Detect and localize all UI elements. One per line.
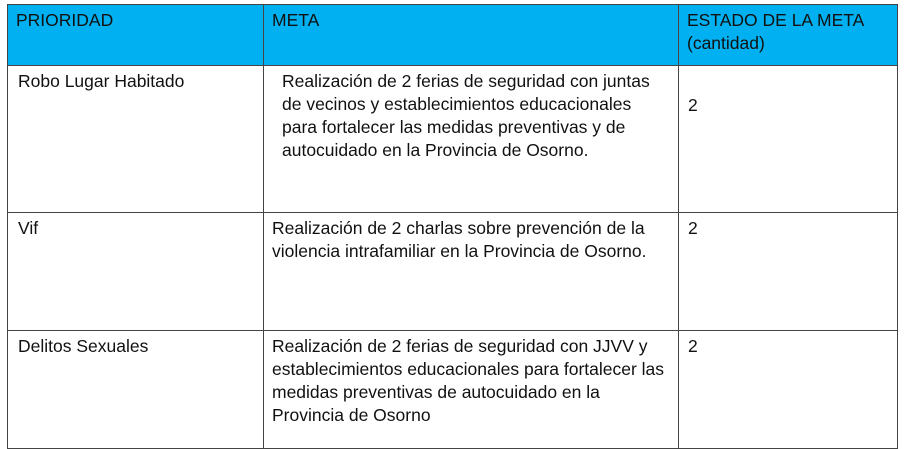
header-estado: ESTADO DE LA META (cantidad) (679, 5, 898, 66)
metas-table (7, 4, 898, 449)
header-row (8, 5, 898, 66)
estado-cell: 2 (679, 66, 898, 213)
meta-cell: Realización de 2 charlas sobre prevención de la violencia intrafamiliar en la Provincia de Osorno. (264, 213, 679, 331)
prioridad-cell: Robo Lugar Habitado (8, 66, 264, 213)
table-header (8, 5, 898, 66)
estado-cell: 2 (679, 331, 898, 449)
table-body (8, 66, 898, 449)
prioridad-cell: Delitos Sexuales (8, 331, 264, 449)
meta-cell: Realización de 2 ferias de seguridad con juntas de vecinos y establecimientos educacionales para fortalecer las medidas preventivas y de autocuidado en la Provincia de Osorno. (264, 66, 679, 213)
header-prioridad: PRIORIDAD (8, 5, 264, 66)
table-row (8, 331, 898, 449)
prioridad-cell: Vif (8, 213, 264, 331)
estado-cell: 2 (679, 213, 898, 331)
meta-cell: Realización de 2 ferias de seguridad con JJVV y establecimientos educacionales para fortalecer las medidas preventivas de autocuidado en la Provincia de Osorno (264, 331, 679, 449)
table-row (8, 66, 898, 213)
header-meta: META (264, 5, 679, 66)
table-row (8, 213, 898, 331)
